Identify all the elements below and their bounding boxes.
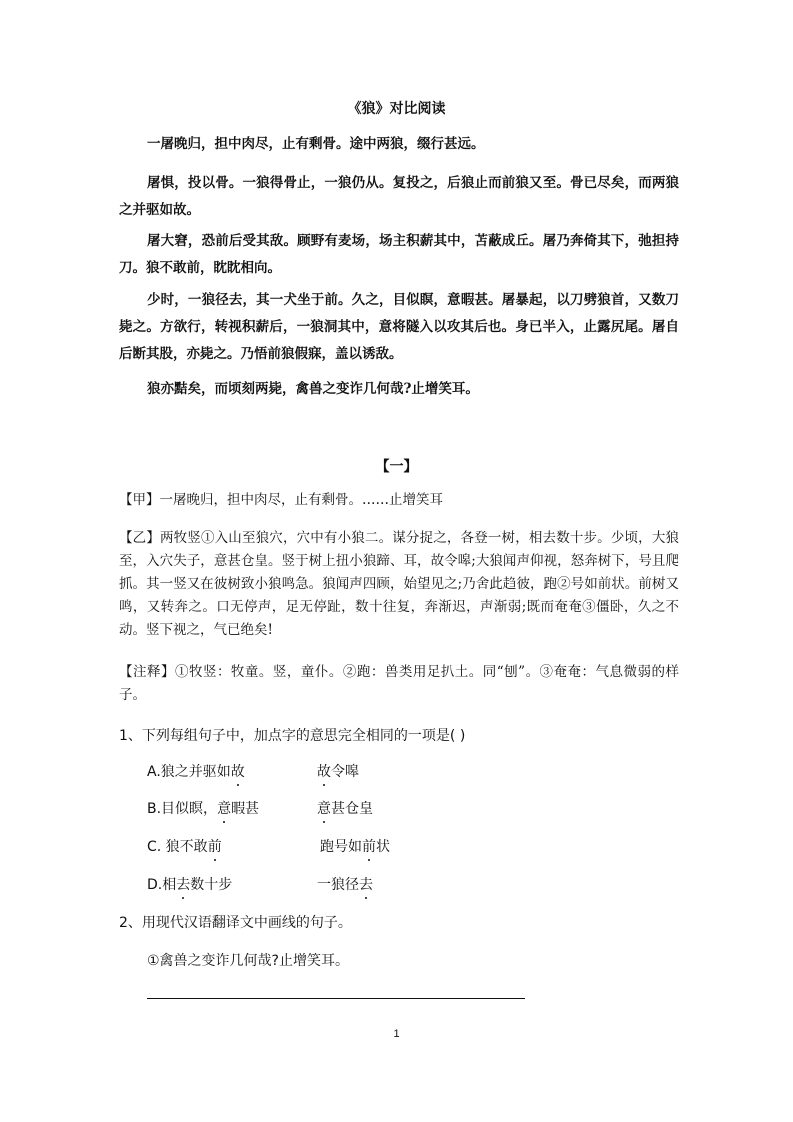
question-2-sub-1: ①禽兽之变诈几何哉?止增笑耳。: [147, 953, 349, 969]
dotted-char: 意: [317, 798, 331, 818]
document-title: 《狼》对比阅读: [347, 101, 446, 117]
answer-line[interactable]: [147, 998, 525, 999]
option-a-right: 故令嗥: [317, 761, 359, 781]
option-d-left: D.相去数十步: [147, 874, 232, 894]
passage-yi: 【乙】两牧竖①入山至狼穴，穴中有小狼二。谋分捉之，各登一树，相去数十步。少顷，大狼至，入穴失子，意甚仓皇。竖于树上扭小狼蹄、耳，故令嗥;大狼闻声仰视，怒奔树下，号且爬抓。其一竖又在彼树致小狼鸣急。狼闻声四顾，始望见之;乃舍此趋彼，跑②号如前状。前树又鸣，又转奔之。口无停声，足无停趾，数十往复，奔渐迟，声渐弱;既而奄奄③僵卧，久之不动。竖下视之，气已绝矣!: [119, 530, 679, 638]
dotted-char: 故: [317, 761, 331, 781]
section-heading: 【一】: [375, 459, 418, 475]
page-number: 1: [393, 1028, 400, 1040]
dotted-char: 去: [359, 874, 373, 894]
option-c-right: 跑号如前状: [320, 836, 390, 856]
passage-jia: 【甲】一屠晚归，担中肉尽，止有剩骨。……止增笑耳: [119, 492, 443, 508]
story-paragraph-3: 屠大窘，恐前后受其敌。顾野有麦场，场主积薪其中，苫蔽成丘。屠乃奔倚其下，弛担持刀。狼不敢前，眈眈相向。: [119, 233, 679, 276]
option-a-left: A.狼之并驱如故: [147, 761, 245, 781]
option-c-left: C. 狼不敢前: [147, 836, 222, 856]
option-b-right: 意甚仓皇: [317, 798, 373, 818]
option-d-right: 一狼径去: [317, 874, 373, 894]
dotted-char: 前: [362, 836, 376, 856]
question-1: 1、下列每组句子中，加点字的意思完全相同的一项是( ): [119, 728, 466, 744]
annotation-notes: 【注释】①牧竖：牧童。竖，童仆。②跑：兽类用足扒土。同“刨”。③奄奄：气息微弱的样子。: [119, 664, 679, 703]
question-2: 2、用现代汉语翻译文中画线的句子。: [119, 915, 352, 931]
dotted-char: 故: [231, 761, 245, 781]
dotted-char: 前: [208, 836, 222, 856]
option-b-left: B.目似瞑，意暇甚: [147, 798, 259, 818]
story-paragraph-5: 狼亦黠矣，而顷刻两毙，禽兽之变诈几何哉?止增笑耳。: [147, 381, 479, 397]
story-paragraph-1: 一屠晚归，担中肉尽，止有剩骨。途中两狼，缀行甚远。: [147, 136, 485, 152]
story-paragraph-4: 少时，一狼径去，其一犬坐于前。久之，目似瞑，意暇甚。屠暴起，以刀劈狼首，又数刀毙之。方欲行，转视积薪后，一狼洞其中，意将隧入以攻其后也。身已半入，止露尻尾。屠自后断其股，亦毙之。乃悟前狼假寐，盖以诱敌。: [119, 292, 679, 362]
dotted-char: 意: [217, 798, 231, 818]
story-paragraph-2: 屠惧，投以骨。一狼得骨止，一狼仍从。复投之，后狼止而前狼又至。骨已尽矣，而两狼之并驱如故。: [119, 175, 679, 218]
dotted-char: 去: [176, 874, 190, 894]
